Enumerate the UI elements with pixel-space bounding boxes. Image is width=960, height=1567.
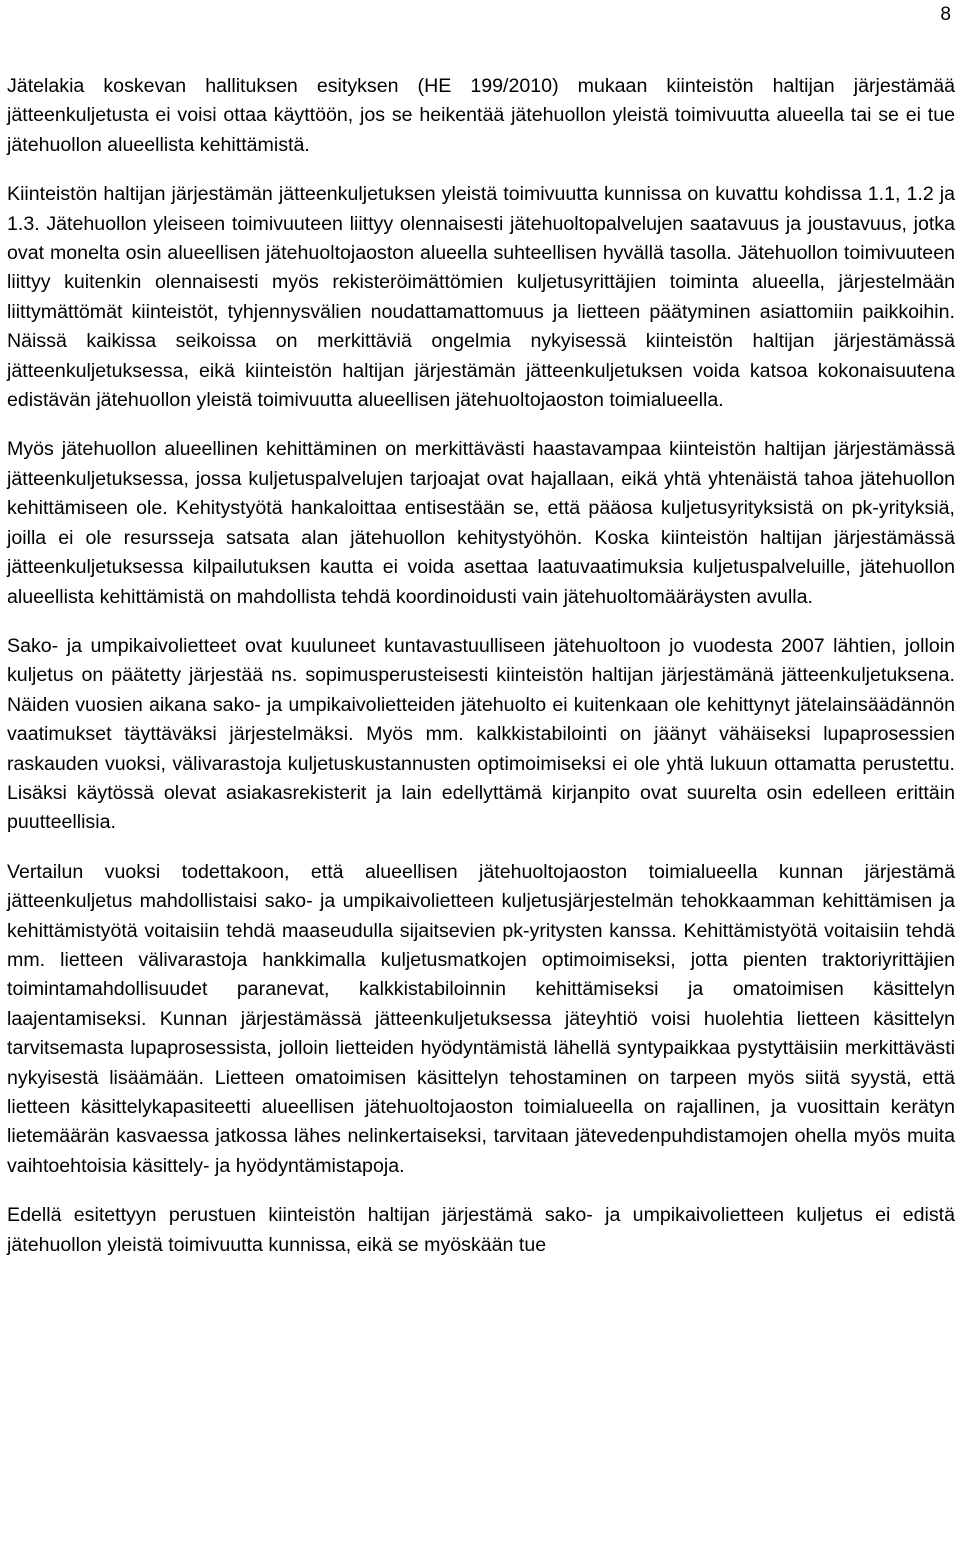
paragraph-5: Vertailun vuoksi todettakoon, että alueellisen jätehuoltojaoston toimialueella kunnan järjestämä jätteenkuljetus mahdollistaisi sako- ja umpikaivolietteen kuljetusjärjestelmän tehokkaamman kehittämisen ja kehittämistyötä voitaisiin tehdä maaseudulla sijaitsevien pk-yritysten kanssa. Kehittämistyötä voitaisiin tehdä mm. lietteen välivarastoja hankkimalla kuljetusmatkojen optimoimiseksi, jotta pienten traktoriyrittäjien toimintamahdollisuudet paranevat, kalkkistabiloinnin kehittämiseksi ja omatoimisen käsittelyn laajentamiseksi. Kunnan järjestämässä jätteenkuljetuksessa jäteyhtiö voisi huolehtia lietteen käsittelyn tarvitsemasta lupaprosessista, jolloin lietteiden hyödyntämistä lähellä syntypaikkaa pystyttäisiin merkittävästi nykyisestä lisäämään. Lietteen omatoimisen käsittelyn tehostaminen on tarpeen myös siitä syystä, että lietteen käsittelykapasiteetti alueellisen jätehuoltojaoston toimialueella on rajallinen, ja vuosittain kerätyn lietemäärän kasvaessa jatkossa lähes nelinkertaiseksi, tarvitaan jätevedenpuhdistamojen ohella myös muita vaihtoehtoisia käsittely- ja hyödyntämistapoja. bbox=[7, 860, 955, 1177]
paragraph-2: Kiinteistön haltijan järjestämän jätteenkuljetuksen yleistä toimivuutta kunnissa on kuvattu kohdissa 1.1, 1.2 ja 1.3. Jätehuollon yleiseen toimivuuteen liittyy olennaisesti jätehuoltopalvelujen saatavuus ja joustavuus, jotka ovat monelta osin alueellisen jätehuoltojaoston alueella suhteellisen hyvällä tasolla. Jätehuollon toimivuuteen liittyy kuitenkin olennaisesti myös rekisteröimättömien kuljetusyrittäjien toiminta alueella, järjestelmään liittymättömät kiinteistöt, tyhjennysvälien noudattamattomuus ja lietteen päätyminen asiattomiin paikkoihin. Näissä kaikissa seikoissa on merkittäviä ongelmia nykyisessä kiinteistön haltijan järjestämässä jätteenkuljetuksessa, eikä kiinteistön haltijan järjestämän jätteenkuljetuksen voida katsoa kokonaisuutena edistävän jätehuollon yleistä toimivuutta alueellisen jätehuoltojaoston toimialueella. bbox=[7, 183, 955, 412]
paragraph-1: Jätelakia koskevan hallituksen esityksen (HE 199/2010) mukaan kiinteistön haltijan järjestämää jätteenkuljetusta ei voisi ottaa käyttöön, jos se heikentää jätehuollon yleistä toimivuutta alueella tai se ei tue jätehuollon alueellista kehittämistä. bbox=[7, 75, 955, 156]
page-number: 8 bbox=[940, 4, 951, 25]
paragraph-6: Edellä esitettyyn perustuen kiinteistön haltijan järjestämä sako- ja umpikaivolietteen kuljetus ei edistä jätehuollon yleistä toimivuutta kunnissa, eikä se myöskään tue bbox=[7, 1204, 955, 1256]
document-body bbox=[7, 72, 955, 1260]
paragraph-3: Myös jätehuollon alueellinen kehittäminen on merkittävästi haastavampaa kiinteistön haltijan järjestämässä jätteenkuljetuksessa, jossa kuljetuspalvelujen tarjoajat ovat hajallaan, eikä yhtä yhtenäistä tahoa jätehuollon kehittämiseen ole. Kehitystyötä hankaloittaa entisestään se, että pääosa kuljetusyrityksistä on pk-yrityksiä, joilla ei ole resursseja satsata alan jätehuollon kehitystyöhön. Koska kiinteistön haltijan järjestämässä jätteenkuljetuksessa kilpailutuksen kautta ei voida asettaa laatuvaatimuksia kuljetuspalveluille, jätehuollon alueellista kehittämistä on mahdollista tehdä koordinoidusti vain jätehuoltomääräysten avulla. bbox=[7, 438, 955, 608]
paragraph-4: Sako- ja umpikaivolietteet ovat kuuluneet kuntavastuulliseen jätehuoltoon jo vuodesta 2007 lähtien, jolloin kuljetus on päätetty järjestää ns. sopimusperusteisesti kiinteistön haltijan järjestämänä jätteenkuljetuksena. Näiden vuosien aikana sako- ja umpikaivolietteiden jätehuolto ei kuitenkaan ole kehittynyt jätelainsäädännön vaatimukset täyttäväksi järjestelmäksi. Myös mm. kalkkistabilointi on jäänyt vähäiseksi lupaprosessien raskauden vuoksi, välivarastoja kuljetuskustannusten optimoimiseksi ei ole yhtä lukuun ottamatta perustettu. Lisäksi käytössä olevat asiakasrekisterit ja lain edellyttämä kirjanpito ovat suurelta osin edelleen erittäin puutteellisia. bbox=[7, 634, 955, 834]
